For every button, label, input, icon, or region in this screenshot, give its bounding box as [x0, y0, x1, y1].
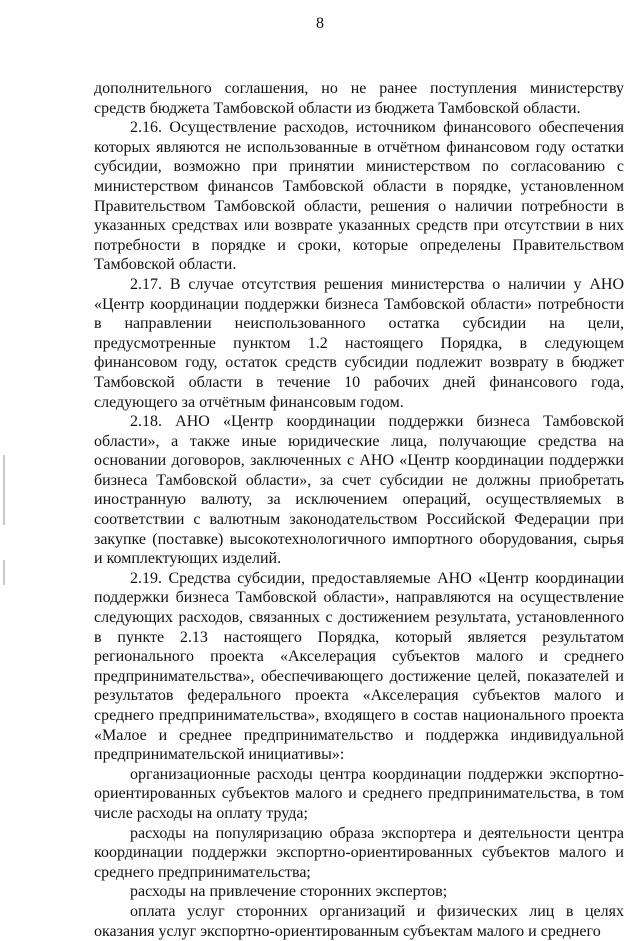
scan-margin-mark [3, 455, 5, 525]
scan-margin-mark [3, 560, 5, 585]
paragraph-2-16: 2.16. Осуществление расходов, источником финансового обеспечения которых являются не использованные в отчётном финансовом году остатки субсидии, возможно при принятии министерством по согласованию с министерством финансов Тамбовской области в порядке, установленном Правительством Тамбовской области, решения о наличии потребности в указанных средствах или возврате указанных средств при отсутствии в них потребности в порядке и сроки, которые определены Правительством Тамбовской области. [94, 119, 624, 274]
list-item-popularization-expenses: расходы на популяризацию образа экспортера и деятельности центра координации поддержки экспортно-ориентированных субъектов малого и среднего предпринимательства; [94, 824, 624, 881]
list-item-experts-expenses: расходы на привлечение сторонних экспертов; [130, 883, 448, 901]
list-item-organizational-expenses: организационные расходы центра координации поддержки экспортно-ориентированных субъектов малого и среднего предпринимательства, в том числе расходы на оплату труда; [94, 765, 624, 822]
paragraph-2-19: 2.19. Средства субсидии, предоставляемые АНО «Центр координации поддержки бизнеса Тамбовской области», направляются на осуществление следующих расходов, связанных с достижением результата, установленного в пункте 2.13 настоящего Порядка, который является результатом регионального проекта «Акселерация субъектов малого и среднего предпринимательства», обеспечивающего достижение целей, показателей и результатов федерального проекта «Акселерация субъектов малого и среднего предпринимательства», входящего в состав национального проекта «Малое и среднее предпринимательство и поддержка индивидуальной предпринимательской инициативы»: [94, 569, 624, 764]
document-body [94, 79, 624, 941]
paragraph-continuation: дополнительного соглашения, но не ранее поступления министерству средств бюджета Тамбовской области из бюджета Тамбовской области. [94, 80, 624, 117]
paragraph-2-18: 2.18. АНО «Центр координации поддержки бизнеса Тамбовской области», а также иные юридические лица, получающие средства на основании договоров, заключенных с АНО «Центр координации поддержки бизнеса Тамбовской области», за счет субсидии не должны приобретать иностранную валюту, за исключением операций, осуществляемых в соответствии с валютным законодательством Российской Федерации при закупке (поставке) высокотехнологичного импортного оборудования, сырья и комплектующих изделий. [94, 413, 624, 568]
paragraph-2-17: 2.17. В случае отсутствия решения министерства о наличии у АНО «Центр координации поддержки бизнеса Тамбовской области» потребности в направлении неиспользованного остатка субсидии на цели, предусмотренные пунктом 1.2 настоящего Порядка, в следующем финансовом году, остаток средств субсидии подлежит возврату в бюджет Тамбовской области в течение 10 рабочих дней финансового года, следующего за отчётным финансовым годом. [94, 275, 624, 411]
list-item-third-party-services: оплата услуг сторонних организаций и физических лиц в целях оказания услуг экспортно-ориентированным субъектам малого и среднего [94, 902, 624, 940]
page-number: 8 [316, 15, 324, 32]
